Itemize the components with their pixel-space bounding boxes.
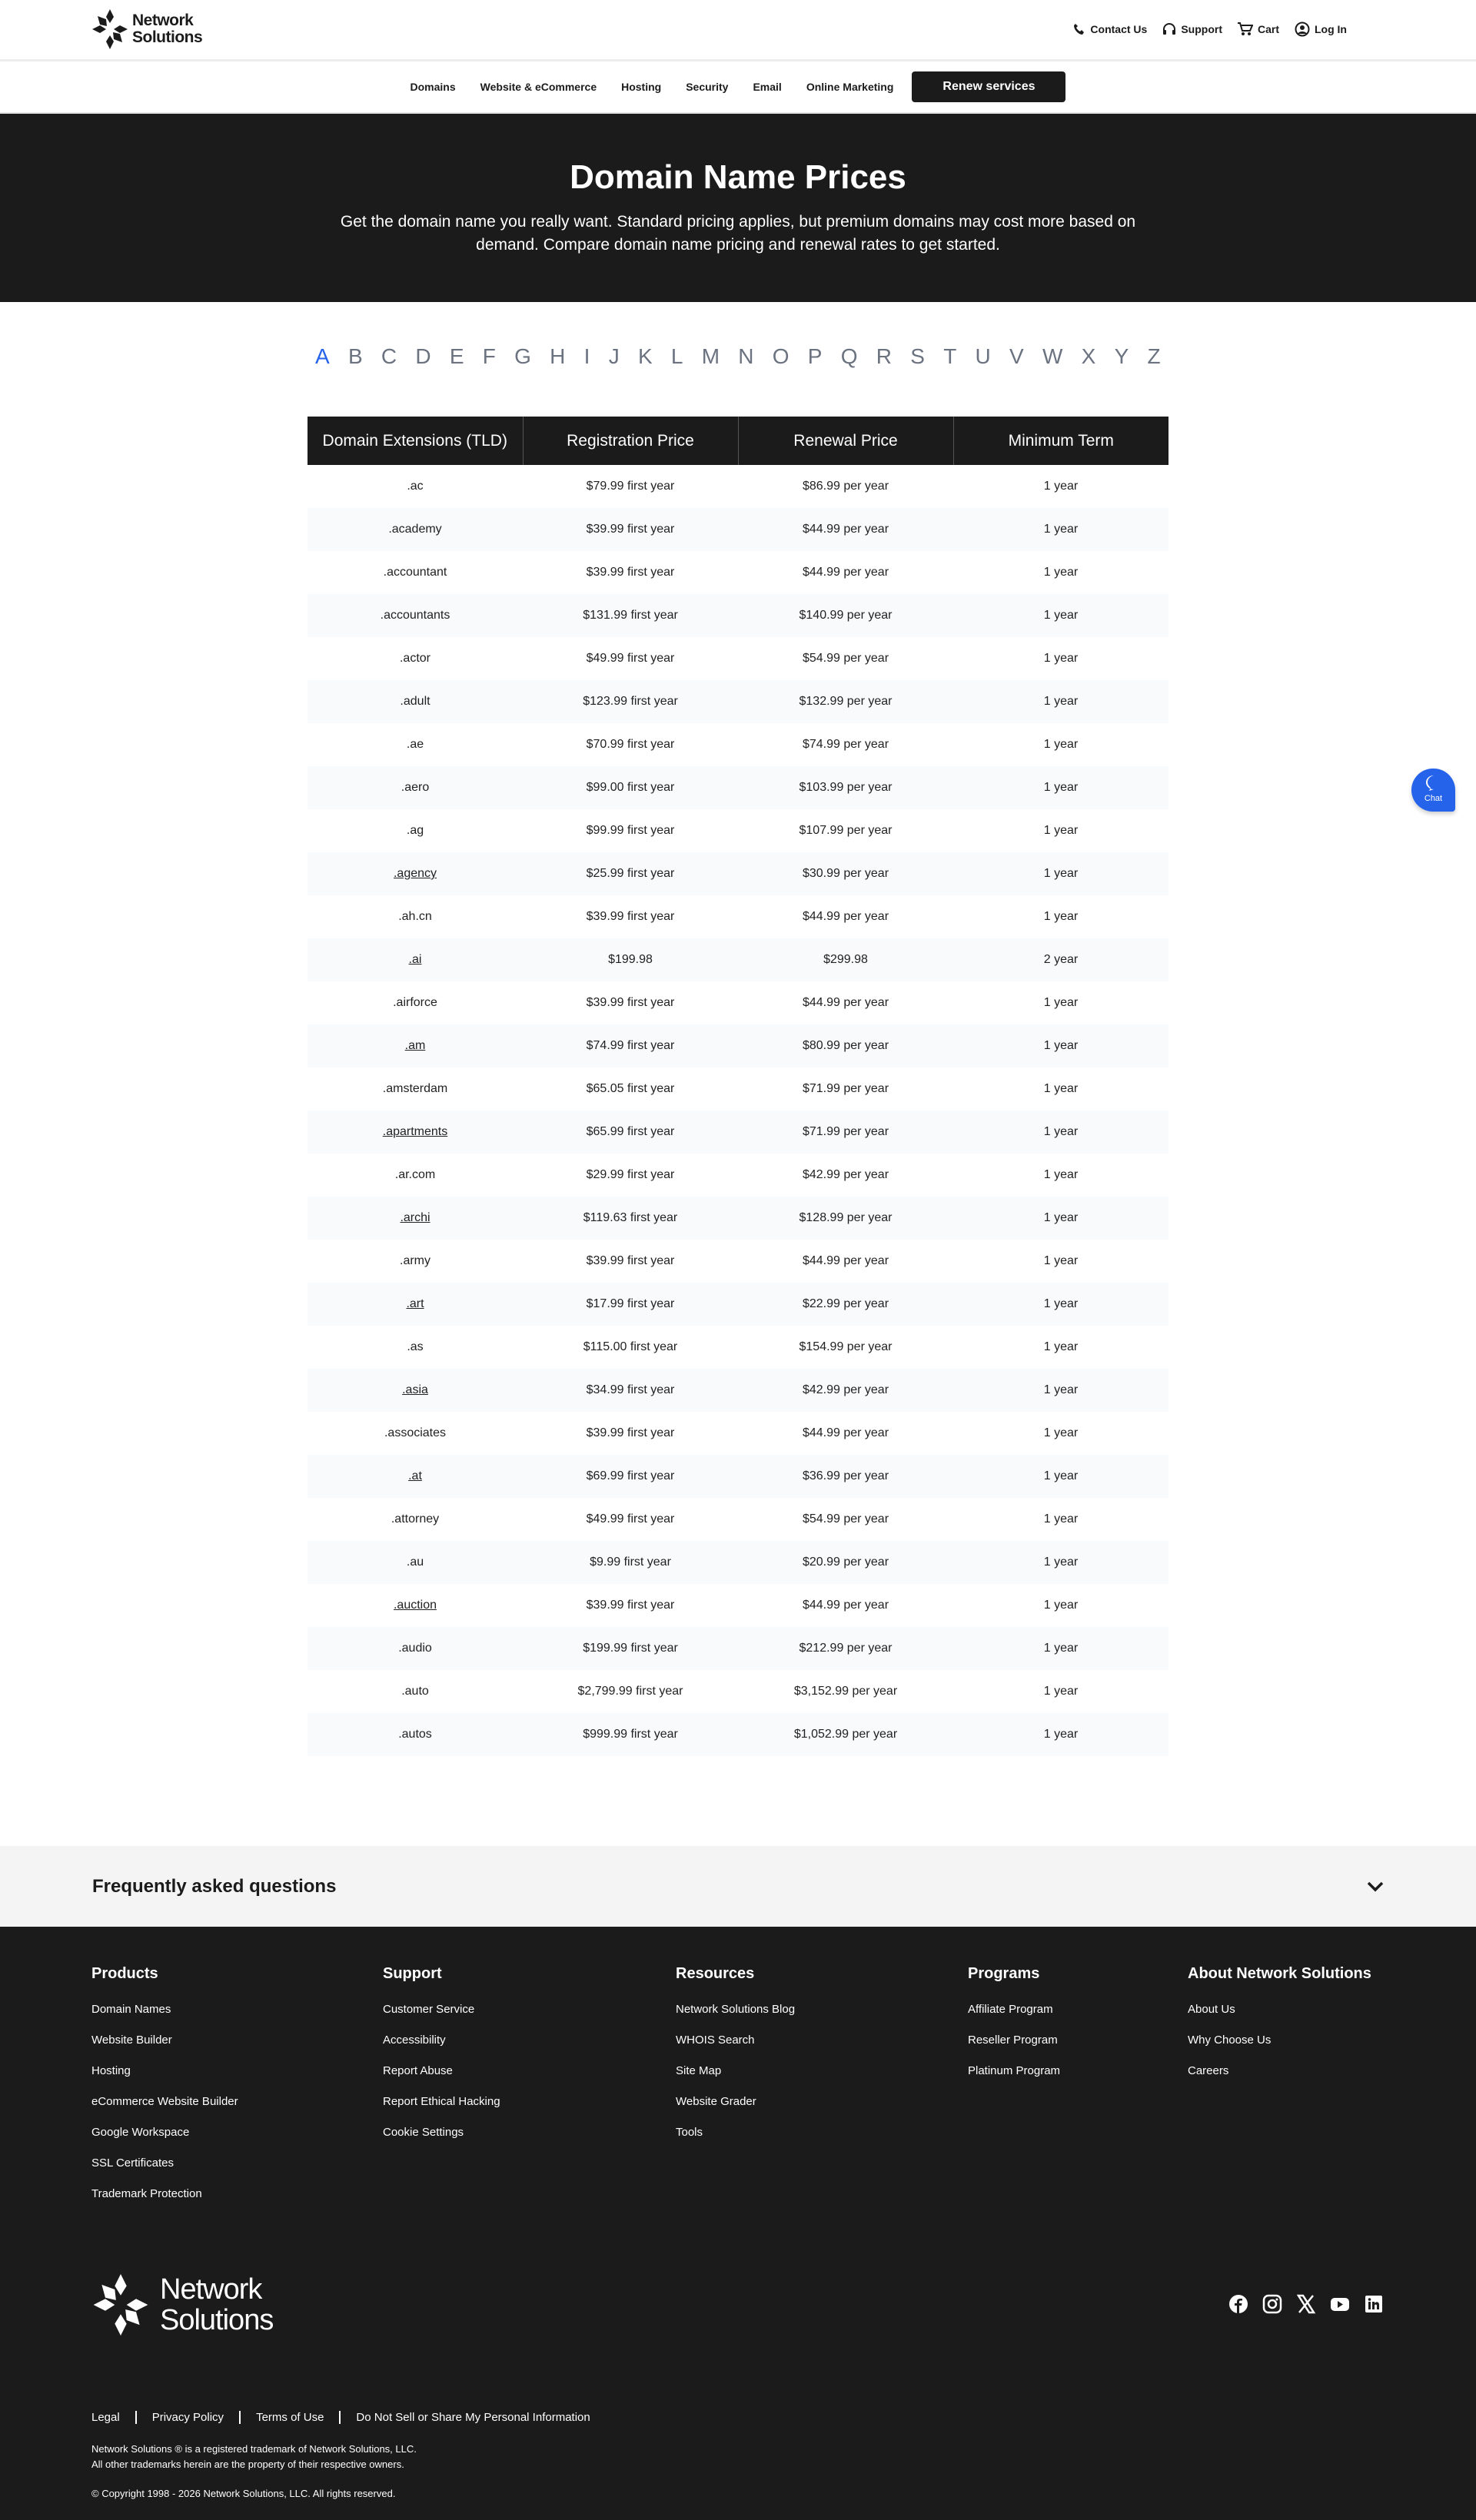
tld-cell: .accountant <box>383 566 447 579</box>
registration-price-cell: $119.63 first year <box>523 1197 738 1240</box>
tld-cell: .ac <box>407 480 424 493</box>
renewal-price-cell: $54.99 per year <box>802 1512 889 1526</box>
minimum-term-cell: 1 year <box>1043 1512 1079 1526</box>
renewal-price-cell: $103.99 per year <box>738 766 953 809</box>
table-row <box>308 1498 1168 1541</box>
legal-links <box>91 2411 606 2424</box>
nav-security[interactable]: Security <box>686 81 729 93</box>
renewal-price-cell: $22.99 per year <box>738 1283 953 1326</box>
letter-filter-n[interactable]: N <box>738 344 754 368</box>
minimum-term-cell: 1 year <box>1043 1254 1079 1267</box>
minimum-term-cell: 1 year <box>953 508 1168 551</box>
renewal-price-cell: $30.99 per year <box>738 852 953 895</box>
nav-hosting[interactable]: Hosting <box>621 81 662 93</box>
renewal-price-cell: $1,052.99 per year <box>738 1713 953 1756</box>
footer-link[interactable]: Network Solutions Blog <box>676 2003 796 2016</box>
table-row <box>308 637 1168 680</box>
table-row <box>308 1240 1168 1283</box>
footer-link[interactable]: Reseller Program <box>968 2034 1058 2047</box>
table-row <box>308 680 1168 723</box>
registration-price-cell: $29.99 first year <box>586 1168 675 1181</box>
renewal-price-cell: $80.99 per year <box>738 1024 953 1067</box>
social-links <box>1228 2294 1384 2314</box>
letter-filter-g[interactable]: G <box>514 344 531 368</box>
minimum-term-cell: 1 year <box>1043 1426 1079 1439</box>
col-header-tld: Domain Extensions (TLD) <box>308 417 523 465</box>
tld-cell: .au <box>308 1541 523 1584</box>
letter-filter-l[interactable]: L <box>670 344 683 368</box>
letter-filter-r[interactable]: R <box>876 344 892 368</box>
svg-text:❞: ❞ <box>1431 779 1436 788</box>
chevron-down-icon <box>1367 1881 1384 1892</box>
copyright: © Copyright 1998 - 2026 Network Solutions, LLC. All rights reserved. <box>91 2488 396 2499</box>
tld-cell[interactable]: .asia <box>308 1369 523 1412</box>
minimum-term-cell: 1 year <box>953 1541 1168 1584</box>
table-row <box>308 551 1168 594</box>
do-not-sell-link[interactable]: Do Not Sell or Share My Personal Information <box>339 2411 605 2424</box>
registration-price-cell: $199.99 first year <box>523 1627 738 1670</box>
footer-column <box>383 1965 500 2156</box>
headset-icon <box>1162 22 1176 36</box>
registration-price-cell: $39.99 first year <box>586 910 675 923</box>
minimum-term-cell: 1 year <box>953 680 1168 723</box>
registration-price-cell: $115.00 first year <box>583 1340 678 1353</box>
tld-cell: .auto <box>401 1685 429 1698</box>
tld-cell: .ar.com <box>394 1168 436 1181</box>
minimum-term-cell: 1 year <box>953 594 1168 637</box>
cart-link[interactable]: Cart <box>1238 22 1279 37</box>
footer-column-title: About Network Solutions <box>1188 1965 1371 1982</box>
legal-link[interactable]: Legal <box>91 2411 120 2424</box>
renewal-price-cell: $44.99 per year <box>802 1426 889 1439</box>
tld-cell: .academy <box>308 508 523 551</box>
renewal-price-cell: $20.99 per year <box>738 1541 953 1584</box>
footer-link[interactable]: Hosting <box>91 2064 131 2077</box>
tld-cell[interactable]: .apartments <box>308 1111 523 1154</box>
minimum-term-cell: 1 year <box>1043 824 1079 837</box>
letter-filter-f[interactable]: F <box>482 344 496 368</box>
renewal-price-cell: $42.99 per year <box>738 1369 953 1412</box>
letter-filter-h[interactable]: H <box>550 344 566 368</box>
support-link[interactable]: Support <box>1162 22 1222 37</box>
minimum-term-cell: 1 year <box>953 1283 1168 1326</box>
renewal-price-cell: $132.99 per year <box>738 680 953 723</box>
minimum-term-cell: 2 year <box>953 938 1168 981</box>
renewal-price-cell: $44.99 per year <box>802 910 889 923</box>
privacy-policy-link[interactable]: Privacy Policy <box>135 2411 239 2424</box>
table-row <box>308 1326 1168 1369</box>
contact-us-link[interactable]: Contact Us <box>1073 22 1147 37</box>
registration-price-cell: $39.99 first year <box>586 566 675 579</box>
table-row <box>308 1455 1168 1498</box>
registration-price-cell: $123.99 first year <box>523 680 738 723</box>
main-nav <box>0 61 1476 114</box>
registration-price-cell: $49.99 first year <box>586 1512 675 1526</box>
registration-price-cell: $39.99 first year <box>523 508 738 551</box>
minimum-term-cell: 1 year <box>1043 480 1079 493</box>
logo-mark-icon <box>91 2274 151 2336</box>
minimum-term-cell: 1 year <box>1043 652 1079 665</box>
col-header-term: Minimum Term <box>953 417 1168 465</box>
tld-cell[interactable]: .archi <box>308 1197 523 1240</box>
renewal-price-cell: $3,152.99 per year <box>793 1685 898 1698</box>
renewal-price-cell: $44.99 per year <box>802 996 889 1009</box>
footer-column-title: Support <box>383 1965 442 1982</box>
tld-cell: .accountants <box>308 594 523 637</box>
nav-email[interactable]: Email <box>753 81 782 93</box>
footer-link[interactable]: Report Abuse <box>383 2064 453 2077</box>
footer-link[interactable]: Customer Service <box>383 2003 475 2016</box>
letter-filter-u[interactable]: U <box>975 344 991 368</box>
registration-price-cell: $49.99 first year <box>586 652 675 665</box>
footer-link[interactable]: Site Map <box>676 2064 722 2077</box>
nav-online-marketing[interactable]: Online Marketing <box>806 81 894 93</box>
footer-link[interactable]: Accessibility <box>383 2034 446 2047</box>
minimum-term-cell: 1 year <box>953 1024 1168 1067</box>
renewal-price-cell: $86.99 per year <box>802 480 889 493</box>
hero-text: Get the domain name you really want. Standard pricing applies, but premium domains may cost more based on demand. Compare domain name pricing and renewal rates to get started. <box>340 213 1136 254</box>
letter-filter-z[interactable]: Z <box>1147 344 1161 368</box>
tld-cell: .as <box>407 1340 424 1353</box>
registration-price-cell: $74.99 first year <box>523 1024 738 1067</box>
table-row <box>308 852 1168 895</box>
renewal-price-cell: $44.99 per year <box>738 508 953 551</box>
renewal-price-cell: $299.98 <box>738 938 953 981</box>
renewal-price-cell: $54.99 per year <box>802 652 889 665</box>
tld-cell: .audio <box>308 1627 523 1670</box>
registration-price-cell: $17.99 first year <box>523 1283 738 1326</box>
footer-link[interactable]: Trademark Protection <box>91 2187 202 2200</box>
faq-accordion[interactable] <box>0 1846 1476 1927</box>
registration-price-cell: $65.99 first year <box>523 1111 738 1154</box>
table-row <box>308 809 1168 852</box>
table-row <box>308 723 1168 766</box>
footer-logo[interactable]: Network Solutions <box>91 2274 273 2336</box>
minimum-term-cell: 1 year <box>1043 996 1079 1009</box>
letter-filter-j[interactable]: J <box>608 344 620 368</box>
registration-price-cell: $999.99 first year <box>523 1713 738 1756</box>
footer-link[interactable]: Careers <box>1188 2064 1229 2077</box>
col-header-registration: Registration Price <box>523 417 738 465</box>
table-row <box>308 1111 1168 1154</box>
letter-filter-b[interactable]: B <box>347 344 363 368</box>
registration-price-cell: $131.99 first year <box>523 594 738 637</box>
tld-cell: .ah.cn <box>398 910 432 923</box>
tld-cell[interactable]: .ai <box>308 938 523 981</box>
table-row <box>308 766 1168 809</box>
letter-filter-s[interactable]: S <box>910 344 925 368</box>
footer-link[interactable]: WHOIS Search <box>676 2034 755 2047</box>
letter-filter-i[interactable]: I <box>583 344 590 368</box>
table-row <box>308 895 1168 938</box>
letter-filter-v[interactable]: V <box>1009 344 1024 368</box>
minimum-term-cell: 1 year <box>1043 566 1079 579</box>
letter-filter-m[interactable]: M <box>701 344 720 368</box>
facebook-icon[interactable] <box>1228 2294 1248 2314</box>
renew-services-button[interactable]: Renew services <box>912 71 1065 102</box>
table-row <box>308 1067 1168 1111</box>
registration-price-cell: $199.98 <box>523 938 738 981</box>
table-row <box>308 1024 1168 1067</box>
letter-filter-w[interactable]: W <box>1042 344 1063 368</box>
table-row <box>308 1584 1168 1627</box>
minimum-term-cell: 1 year <box>953 766 1168 809</box>
letter-filter-a[interactable]: A <box>315 344 330 368</box>
minimum-term-cell: 1 year <box>953 1455 1168 1498</box>
minimum-term-cell: 1 year <box>953 1197 1168 1240</box>
tld-cell: .actor <box>399 652 430 665</box>
x-icon[interactable] <box>1296 2294 1316 2314</box>
renewal-price-cell: $44.99 per year <box>802 566 889 579</box>
tld-cell: .attorney <box>391 1512 440 1526</box>
tld-cell: .army <box>400 1254 430 1267</box>
price-table <box>308 417 1168 1756</box>
minimum-term-cell: 1 year <box>953 852 1168 895</box>
registration-price-cell: $34.99 first year <box>523 1369 738 1412</box>
tld-cell[interactable]: .agency <box>308 852 523 895</box>
renewal-price-cell: $154.99 per year <box>799 1340 893 1353</box>
table-row <box>308 981 1168 1024</box>
registration-price-cell: $2,799.99 first year <box>577 1685 683 1698</box>
footer-column <box>91 1965 238 2218</box>
nav-domains[interactable]: Domains <box>410 81 456 93</box>
letter-filter-x[interactable]: X <box>1081 344 1096 368</box>
registration-price-cell: $39.99 first year <box>586 1426 675 1439</box>
tld-cell[interactable]: .am <box>308 1024 523 1067</box>
tld-cell: .autos <box>308 1713 523 1756</box>
registration-price-cell: $99.99 first year <box>586 824 675 837</box>
registration-price-cell: $9.99 first year <box>523 1541 738 1584</box>
top-header <box>0 0 1476 61</box>
letter-filter-t[interactable]: T <box>943 344 957 368</box>
registration-price-cell: $70.99 first year <box>586 738 675 751</box>
table-row <box>308 465 1168 508</box>
registration-price-cell: $25.99 first year <box>523 852 738 895</box>
linkedin-icon[interactable] <box>1364 2294 1384 2314</box>
cart-icon <box>1238 22 1253 36</box>
phone-icon <box>1073 23 1085 35</box>
hero <box>0 114 1476 302</box>
tld-cell: .ag <box>406 824 424 837</box>
renewal-price-cell: $71.99 per year <box>802 1082 889 1095</box>
footer-column <box>968 1965 1060 2095</box>
footer-link[interactable]: Website Builder <box>91 2034 172 2047</box>
minimum-term-cell: 1 year <box>953 1369 1168 1412</box>
page-title: Domain Name Prices <box>570 158 906 196</box>
minimum-term-cell: 1 year <box>953 1713 1168 1756</box>
tld-cell: .adult <box>308 680 523 723</box>
letter-filter-o[interactable]: O <box>772 344 790 368</box>
table-row <box>308 938 1168 981</box>
letter-filter-k[interactable]: K <box>637 344 653 368</box>
renewal-price-cell: $71.99 per year <box>738 1111 953 1154</box>
footer-link[interactable]: Affiliate Program <box>968 2003 1053 2016</box>
tld-cell[interactable]: .art <box>308 1283 523 1326</box>
footer-link[interactable]: Domain Names <box>91 2003 171 2016</box>
letter-filter-d[interactable]: D <box>415 344 431 368</box>
table-row <box>308 1197 1168 1240</box>
table-row <box>308 1627 1168 1670</box>
minimum-term-cell: 1 year <box>1043 1082 1079 1095</box>
registration-price-cell: $65.05 first year <box>586 1082 675 1095</box>
registration-price-cell: $99.00 first year <box>523 766 738 809</box>
footer <box>0 1927 1476 2520</box>
logo[interactable]: Network Solutions <box>92 9 202 49</box>
table-row <box>308 1283 1168 1326</box>
letter-filter-c[interactable]: C <box>381 344 397 368</box>
log-in-link[interactable]: Log In <box>1295 22 1347 37</box>
renewal-price-cell: $107.99 per year <box>799 824 893 837</box>
tld-cell: .associates <box>384 1426 447 1439</box>
tld-cell[interactable]: .auction <box>393 1599 437 1612</box>
terms-of-use-link[interactable]: Terms of Use <box>239 2411 339 2424</box>
logo-mark-icon <box>92 9 128 49</box>
footer-column-title: Products <box>91 1965 158 1982</box>
renewal-price-cell: $128.99 per year <box>738 1197 953 1240</box>
instagram-icon[interactable] <box>1262 2294 1282 2314</box>
footer-column <box>676 1965 795 2156</box>
tld-cell[interactable]: .at <box>308 1455 523 1498</box>
user-icon <box>1295 22 1310 37</box>
minimum-term-cell: 1 year <box>1043 1340 1079 1353</box>
renewal-price-cell: $42.99 per year <box>802 1168 889 1181</box>
registration-price-cell: $79.99 first year <box>586 480 675 493</box>
faq-title: Frequently asked questions <box>92 1875 337 1897</box>
footer-link[interactable]: Why Choose Us <box>1188 2034 1272 2047</box>
table-row <box>308 1154 1168 1197</box>
footer-column <box>1188 1965 1371 2095</box>
col-header-renewal: Renewal Price <box>738 417 953 465</box>
footer-link[interactable]: Tools <box>676 2126 703 2139</box>
minimum-term-cell: 1 year <box>1043 1685 1079 1698</box>
minimum-term-cell: 1 year <box>953 1111 1168 1154</box>
youtube-icon[interactable] <box>1330 2294 1350 2314</box>
table-row <box>308 1369 1168 1412</box>
chat-bubble-icon <box>1424 775 1443 792</box>
footer-link[interactable]: eCommerce Website Builder <box>91 2095 238 2108</box>
trademark-notice: Network Solutions ® is a registered trademark of Network Solutions, LLC. All other trademarks herein are the property of their respective owners. <box>91 2443 417 2470</box>
renewal-price-cell: $36.99 per year <box>738 1455 953 1498</box>
table-row <box>308 1670 1168 1713</box>
registration-price-cell: $39.99 first year <box>586 1599 675 1612</box>
registration-price-cell: $69.99 first year <box>523 1455 738 1498</box>
letter-filter-q[interactable]: Q <box>840 344 858 368</box>
footer-link[interactable]: Report Ethical Hacking <box>383 2095 500 2108</box>
alphabet-filter <box>315 344 1161 369</box>
chat-button[interactable]: ❞ Chat <box>1411 769 1455 812</box>
footer-column-title: Programs <box>968 1965 1040 1982</box>
letter-filter-y[interactable]: Y <box>1114 344 1129 368</box>
tld-cell: .amsterdam <box>382 1082 448 1095</box>
letter-filter-e[interactable]: E <box>449 344 464 368</box>
nav-website-ecommerce[interactable]: Website & eCommerce <box>480 81 597 93</box>
footer-link[interactable]: Cookie Settings <box>383 2126 464 2139</box>
renewal-price-cell: $140.99 per year <box>738 594 953 637</box>
table-row <box>308 1412 1168 1455</box>
registration-price-cell: $39.99 first year <box>586 996 675 1009</box>
footer-link[interactable]: Google Workspace <box>91 2126 190 2139</box>
table-row <box>308 594 1168 637</box>
footer-link[interactable]: SSL Certificates <box>91 2156 174 2170</box>
renewal-price-cell: $212.99 per year <box>738 1627 953 1670</box>
footer-link[interactable]: Website Grader <box>676 2095 756 2108</box>
table-row <box>308 508 1168 551</box>
letter-filter-p[interactable]: P <box>807 344 823 368</box>
tld-cell: .aero <box>308 766 523 809</box>
footer-link[interactable]: Platinum Program <box>968 2064 1061 2077</box>
minimum-term-cell: 1 year <box>1043 910 1079 923</box>
table-row <box>308 1713 1168 1756</box>
minimum-term-cell: 1 year <box>953 1627 1168 1670</box>
minimum-term-cell: 1 year <box>1043 1599 1079 1612</box>
footer-link[interactable]: About Us <box>1188 2003 1235 2016</box>
footer-column-title: Resources <box>676 1965 755 1982</box>
registration-price-cell: $39.99 first year <box>586 1254 675 1267</box>
minimum-term-cell: 1 year <box>1043 738 1079 751</box>
tld-cell: .ae <box>406 738 424 751</box>
table-row <box>308 1541 1168 1584</box>
renewal-price-cell: $44.99 per year <box>802 1599 889 1612</box>
renewal-price-cell: $74.99 per year <box>802 738 889 751</box>
minimum-term-cell: 1 year <box>1043 1168 1079 1181</box>
renewal-price-cell: $44.99 per year <box>802 1254 889 1267</box>
tld-cell: .airforce <box>393 996 437 1009</box>
